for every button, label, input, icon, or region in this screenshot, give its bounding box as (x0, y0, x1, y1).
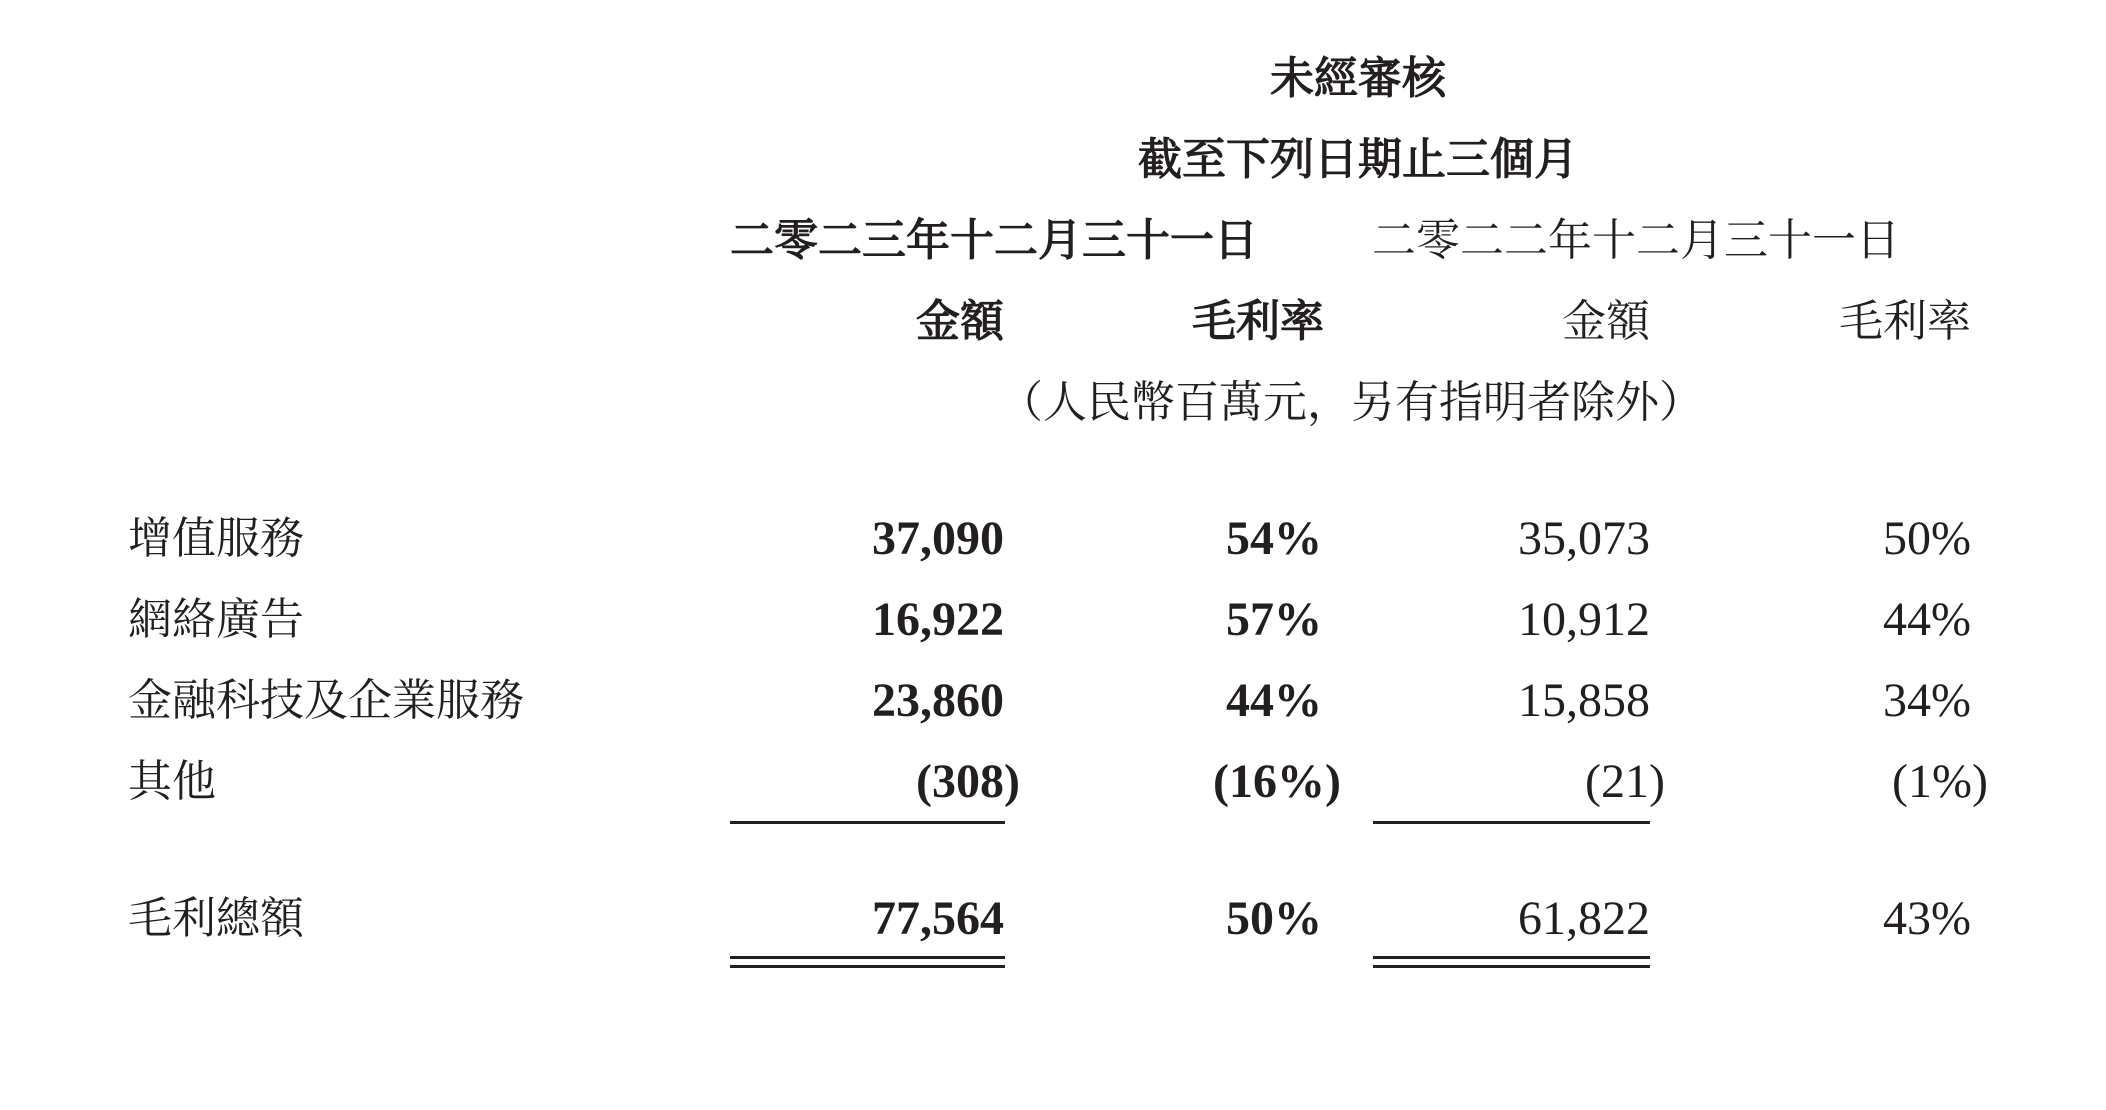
margin-2023: 57% (1226, 593, 1322, 646)
margin-2023: (16%) (1213, 755, 1341, 808)
amount-2023: (308) (916, 755, 1020, 808)
amount-2023: 16,922 (872, 593, 1004, 646)
margin-2022: (1%) (1892, 755, 1988, 808)
total-double-rule-prior-bottom (1373, 965, 1650, 968)
margin-2023: 44% (1226, 674, 1322, 727)
total-double-rule-current-top (730, 956, 1005, 959)
amount-2022: 10,912 (1518, 593, 1650, 646)
row-label: 網絡廣告 (128, 594, 304, 645)
period-heading: 截至下列日期止三個月 (1138, 134, 1578, 185)
row-label: 增值服務 (128, 513, 304, 564)
unit-note: （人民幣百萬元，另有指明者除外） (999, 377, 1703, 428)
margin-2022: 34% (1883, 674, 1971, 727)
total-amount-2023: 77,564 (872, 892, 1004, 945)
amount-2022: (21) (1585, 755, 1665, 808)
total-label: 毛利總額 (128, 893, 304, 944)
audit-status-heading: 未經審核 (1270, 53, 1446, 104)
margin-2023: 54% (1226, 512, 1322, 565)
total-amount-2022: 61,822 (1518, 892, 1650, 945)
amount-2022: 35,073 (1518, 512, 1650, 565)
amount-2023: 23,860 (872, 674, 1004, 727)
subtotal-rule-current (730, 821, 1005, 824)
subtotal-rule-prior (1373, 821, 1650, 824)
date-current-heading: 二零二三年十二月三十一日 (730, 215, 1258, 266)
total-margin-2023: 50% (1226, 892, 1322, 945)
total-margin-2022: 43% (1883, 892, 1971, 945)
amount-header-prior: 金額 (1562, 296, 1650, 347)
row-label: 其他 (128, 756, 216, 807)
amount-2022: 15,858 (1518, 674, 1650, 727)
margin-header-prior: 毛利率 (1839, 296, 1971, 347)
amount-header-current: 金額 (916, 296, 1004, 347)
total-double-rule-prior-top (1373, 956, 1650, 959)
amount-2023: 37,090 (872, 512, 1004, 565)
margin-2022: 50% (1883, 512, 1971, 565)
margin-header-current: 毛利率 (1192, 296, 1324, 347)
margin-2022: 44% (1883, 593, 1971, 646)
row-label: 金融科技及企業服務 (128, 675, 524, 726)
total-double-rule-current-bottom (730, 965, 1005, 968)
date-prior-heading: 二零二二年十二月三十一日 (1372, 215, 1900, 266)
